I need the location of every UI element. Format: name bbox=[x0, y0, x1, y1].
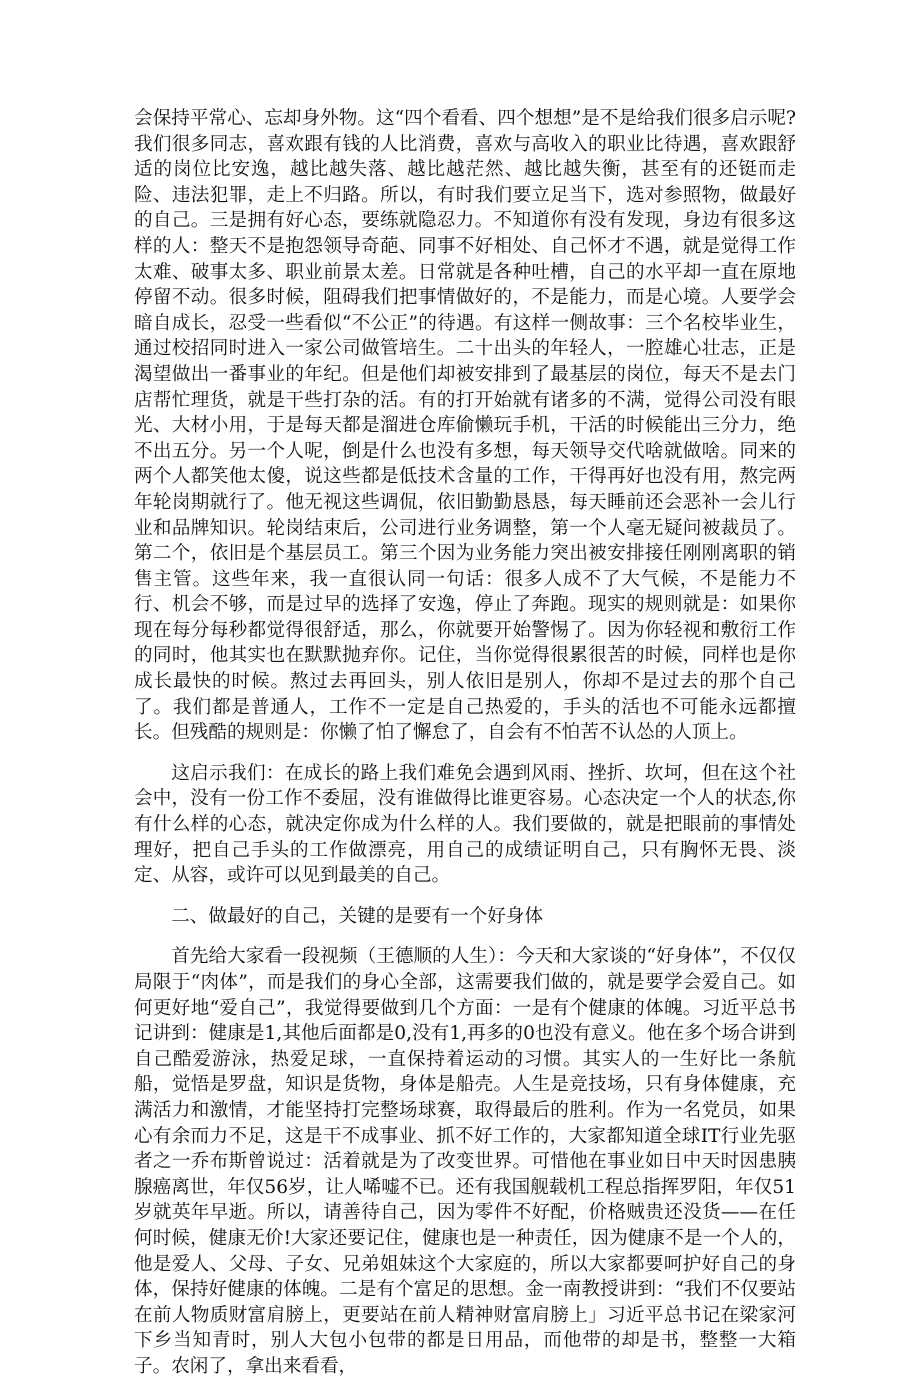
body-paragraph: 会保持平常心、忘却身外物。这“四个看看、四个想想”是不是给我们很多启示呢?我们很多同志，喜欢跟有钱的人比消费，喜欢与高收入的职业比待遇，喜欢跟舒适的岗位比安逸，越比越失落、越比越茫然、越比越失衡，甚至有的还铤而走险、违法犯罪，走上不归路。所以，有时我们要立足当下，选对参照物，做最好的自己。三是拥有好心态，要练就隐忍力。不知道你有没有发现，身边有很多这样的人：整天不是抱怨领导奇葩、同事不好相处、自己怀才不遇，就是觉得工作太难、破事太多、职业前景太差。日常就是各种吐槽，自己的水平却一直在原地停留不动。很多时候，阻碍我们把事情做好的，不是能力，而是心境。人要学会暗自成长，忍受一些看似“不公正”的待遇。有这样一侧故事：三个名校毕业生，通过校招同时进入一家公司做管培生。二十出头的年轻人，一腔雄心壮志，正是渴望做出一番事业的年纪。但是他们却被安排到了最基层的岗位，每天不是去门店帮忙理货，就是干些打杂的活。有的打开始就有诸多的不满，觉得公司没有眼光、大材小用，于是每天都是溜进仓库偷懒玩手机，干活的时候能出三分力，绝不出五分。另一个人呢，倒是什么也没有多想，每天领导交代啥就做啥。同来的两个人都笑他太傻，说这些都是低技术含量的工作，干得再好也没有用，熬完两年轮岗期就行了。他无视这些调侃，依旧勤勤恳恳，每天睡前还会恶补一会儿行业和品牌知识。轮岗结束后，公司进行业务调整，第一个人毫无疑问被裁员了。第二个，依旧是个基层员工。第三个因为业务能力突出被安排接任刚刚离职的销售主管。这些年来，我一直很认同一句话：很多人成不了大气候，不是能力不行、机会不够，而是过早的选择了安逸，停止了奔跑。现实的规则就是：如果你现在每分每秒都觉得很舒适，那么，你就要开始警惕了。因为你轻视和敷衍工作的同时，他其实也在默默抛弃你。记住，当你觉得很累很苦的时候，同样也是你成长最快的时候。熬过去再回头，别人依旧是别人，你却不是过去的那个自己了。我们都是普通人，工作不一定是自己热爱的，手头的活也不可能永远都擅长。但残酷的规则是：你懒了怕了懈怠了，自会有不怕苦不认怂的人顶上。 bbox=[134, 108, 796, 744]
document-page bbox=[134, 106, 796, 1380]
body-paragraph: 这启示我们：在成长的路上我们难免会遇到风雨、挫折、坎坷，但在这个社会中，没有一份工作不委屈，没有谁做得比谁更容易。心态决定一个人的状态,你有什么样的心态，就决定你成为什么样的人。我们要做的，就是把眼前的事情处理好，把自己手头的工作做漂亮，用自己的成绩证明自己，只有胸怀无畏、淡定、从容，或许可以见到最美的自己。 bbox=[134, 762, 796, 887]
section-heading: 二、做最好的自己，关键的是要有一个好身体 bbox=[171, 905, 544, 927]
body-paragraph: 首先给大家看一段视频（王德顺的人生）：今天和大家谈的“好身体”，不仅仅局限于“肉体”，而是我们的身心全部，这需要我们做的，就是要学会爱自己。如何更好地“爱自己”，我觉得要做到几个方面：一是有个健康的体魄。习近平总书记讲到：健康是1,其他后面都是0,没有1,再多的0也没有意义。他在多个场合讲到自己酷爱游泳，热爱足球，一直保持着运动的习惯。其实人的一生好比一条航船，觉悟是罗盘，知识是货物，身体是船壳。人生是竞技场，只有身体健康，充满活力和激情，才能坚持打完整场球赛，取得最后的胜利。作为一名党员，如果心有余而力不足，这是干不成事业、抓不好工作的，大家都知道全球IT行业先驱者之一乔布斯曾说过：活着就是为了改变世界。可惜他在事业如日中天时因患胰腺癌离世，年仅56岁，让人唏嘘不已。还有我国舰载机工程总指挥罗阳，年仅51岁就英年早逝。所以，请善待自己，因为零件不好配，价格贼贵还没货——在任何时候，健康无价!大家还要记住，健康也是一种责任，因为健康不是一个人的，他是爱人、父母、子女、兄弟姐妹这个大家庭的，所以大家都要呵护好自己的身体，保持好健康的体魄。二是有个富足的思想。金一南教授讲到：“我们不仅要站在前人物质财富肩膀上，更要站在前人精神财富肩膀上」习近平总书记在梁家河下乡当知青时，别人大包小包带的都是日用品，而他带的却是书，整整一大箱子。农闲了，拿出来看看， bbox=[134, 946, 796, 1377]
